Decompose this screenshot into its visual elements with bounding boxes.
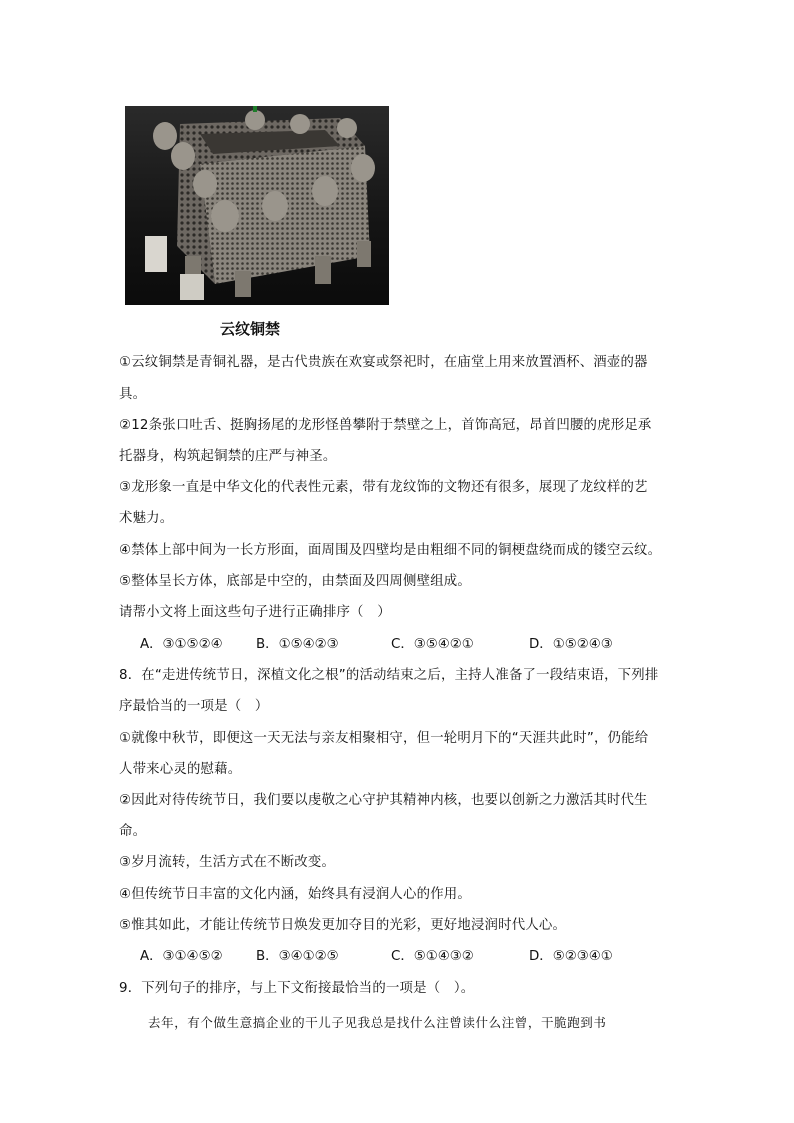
q8-line-1: ①就像中秋节，即便这一天无法与亲友相聚相守，但一轮明月下的“天涯共此时”，仍能给 — [119, 731, 649, 746]
q7-line-5: ③龙形象一直是中华文化的代表性元素，带有龙纹饰的文物还有很多，展现了龙纹样的艺 — [119, 480, 648, 495]
q7-line-4: 托器身，构筑起铜禁的庄严与神圣。 — [119, 449, 337, 464]
q9-passage-line: 去年，有个做生意搞企业的干儿子见我总是找什么注曾读什么注曾，干脆跑到书 — [148, 1015, 607, 1030]
bronze-jin-photo — [125, 106, 389, 305]
q8-options — [140, 945, 613, 964]
figure-caption: 云纹铜禁 — [220, 320, 281, 338]
q7-line-1: ①云纹铜禁是青铜礼器，是古代贵族在欢宴或祭祀时，在庙堂上用来放置酒杯、酒壶的器 — [119, 355, 648, 370]
q8-line-2: 人带来心灵的慰藉。 — [119, 762, 242, 777]
q8-line-3: ②因此对待传统节日，我们要以虔敬之心守护其精神内核，也要以创新之力激活其时代生 — [119, 793, 648, 808]
q7-option-c[interactable]: C．③⑤④②① — [391, 637, 474, 652]
q7-line-7: ④禁体上部中间为一长方形面，面周围及四壁均是由粗细不同的铜梗盘绕而成的镂空云纹。 — [119, 543, 662, 558]
q8-option-d[interactable]: D．⑤②③④① — [529, 949, 613, 964]
q7-option-d[interactable]: D．①⑤②④③ — [529, 637, 613, 652]
q8-stem-line-1: 8．在“走进传统节日，深植文化之根”的活动结束之后，主持人准备了一段结束语，下列排 — [119, 668, 659, 683]
q7-option-a[interactable]: A．③①⑤②④ — [140, 637, 223, 652]
q8-option-a[interactable]: A．③①④⑤② — [140, 949, 223, 964]
q8-stem-line-2: 序最恰当的一项是（ ） — [119, 699, 269, 714]
q7-line-2: 具。 — [119, 387, 147, 402]
q8-line-4: 命。 — [119, 824, 147, 839]
q7-question: 请帮小文将上面这些句子进行正确排序（ ） — [119, 605, 391, 620]
q7-line-6: 术魅力。 — [119, 511, 174, 526]
q7-option-b[interactable]: B．①⑤④②③ — [256, 637, 339, 652]
bronze-jin-image — [125, 106, 389, 305]
q7-options — [140, 633, 613, 652]
q8-line-7: ⑤惟其如此，才能让传统节日焕发更加夺目的光彩，更好地浸润时代人心。 — [119, 918, 567, 933]
q7-line-3: ②12条张口吐舌、挺胸扬尾的龙形怪兽攀附于禁壁之上，首饰高冠，昂首凹腰的虎形足承 — [119, 418, 652, 433]
q8-line-5: ③岁月流转，生活方式在不断改变。 — [119, 855, 336, 870]
q7-line-8: ⑤整体呈长方体，底部是中空的，由禁面及四周侧壁组成。 — [119, 574, 471, 589]
q9-stem: 9．下列句子的排序，与上下文衔接最恰当的一项是（ ）。 — [119, 981, 475, 996]
q8-option-c[interactable]: C．⑤①④③② — [391, 949, 474, 964]
q8-line-6: ④但传统节日丰富的文化内涵，始终具有浸润人心的作用。 — [119, 887, 471, 902]
q8-option-b[interactable]: B．③④①②⑤ — [256, 949, 339, 964]
